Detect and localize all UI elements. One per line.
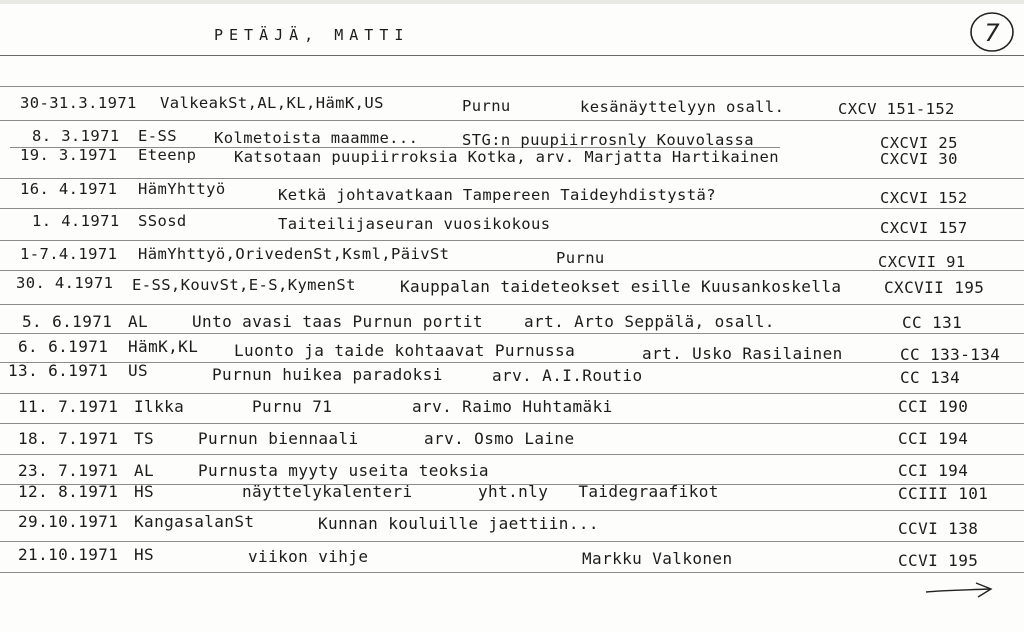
entry-ref: CXCV 151-152 xyxy=(838,100,955,118)
entry-date: 13. 6.1971 xyxy=(8,361,109,380)
ruled-line xyxy=(0,120,1024,121)
ruled-line xyxy=(0,362,1024,363)
ruled-line xyxy=(0,423,1024,424)
entry-ref: CCVI 138 xyxy=(898,519,979,538)
entry-source: HS xyxy=(134,482,155,501)
entry-date: 23. 7.1971 xyxy=(18,461,119,480)
entry-ref: CC 133-134 xyxy=(900,345,1001,364)
ruled-line xyxy=(0,304,1024,305)
entry-date: 1. 4.1971 xyxy=(32,212,120,230)
entry-source: HämYhttyö,OrivedenSt,Ksml,PäivSt xyxy=(138,245,450,263)
card-number-circle xyxy=(968,10,1016,54)
card-title: PETÄJÄ, MATTI xyxy=(214,26,410,44)
ruled-line xyxy=(0,240,1024,241)
entry-topic: Luonto ja taide kohtaavat Purnussa xyxy=(234,341,576,360)
entry-topic: näyttelykalenteri xyxy=(242,482,413,501)
entry-topic: Purnu xyxy=(556,249,605,267)
entry-ref: CC 134 xyxy=(900,368,961,387)
entry-note: arv. A.I.Routio xyxy=(492,366,643,385)
entry-ref: CCVI 195 xyxy=(898,551,979,570)
entry-source: E-SS,KouvSt,E-S,KymenSt xyxy=(132,276,356,294)
entry-topic: Purnun huikea paradoksi xyxy=(212,365,443,384)
card-top-edge xyxy=(0,0,1024,4)
ruled-line xyxy=(0,333,1024,334)
entry-note: arv. Osmo Laine xyxy=(424,429,575,448)
entry-source: ValkeakSt,AL,KL,HämK,US xyxy=(160,94,384,112)
entry-note: STG:n puupiirrosnly Kouvolassa xyxy=(462,131,754,149)
entry-topic: Taiteilijaseuran vuosikokous xyxy=(278,215,551,233)
ruled-line xyxy=(0,86,1024,87)
entry-date: 19. 3.1971 xyxy=(20,146,118,164)
entry-date: 1-7.4.1971 xyxy=(20,245,118,263)
entry-source: Ilkka xyxy=(134,397,185,416)
entry-note: yht.nly Taidegraafikot xyxy=(478,482,719,501)
entry-date: 18. 7.1971 xyxy=(18,429,119,448)
entry-note: art. Arto Seppälä, osall. xyxy=(524,312,775,331)
entry-date: 30-31.3.1971 xyxy=(20,94,137,112)
entry-ref: CXCVII 195 xyxy=(884,278,985,297)
ruled-line xyxy=(0,572,1024,573)
entry-topic: Katsotaan puupiirroksia Kotka, arv. Marjatta Hartikainen xyxy=(234,148,779,166)
entry-ref: CXCVI 25 xyxy=(880,134,958,152)
entry-topic: Kolmetoista maamme... xyxy=(214,129,419,147)
entry-date: 16. 4.1971 xyxy=(20,180,118,198)
entry-source: US xyxy=(128,361,149,380)
entry-date: 30. 4.1971 xyxy=(16,274,114,292)
ruled-line xyxy=(0,393,1024,394)
entry-note: Markku Valkonen xyxy=(582,549,733,568)
entry-source: AL xyxy=(134,461,155,480)
entry-source: AL xyxy=(128,312,149,331)
entry-source: Eteenp xyxy=(138,146,197,164)
entry-ref: CXCVII 91 xyxy=(878,253,966,271)
entry-ref: CC 131 xyxy=(902,313,963,332)
entry-note: art. Usko Rasilainen xyxy=(642,344,843,363)
ruled-line xyxy=(0,178,1024,179)
ruled-line xyxy=(0,55,1024,56)
entry-source: HämK,KL xyxy=(128,337,199,356)
entry-date: 29.10.1971 xyxy=(18,512,119,531)
ruled-line xyxy=(0,454,1024,455)
entry-ref: CCIII 101 xyxy=(898,484,989,503)
entry-note: arv. Raimo Huhtamäki xyxy=(412,397,613,416)
entry-ref: CCI 194 xyxy=(898,429,969,448)
entry-topic: Purnu xyxy=(462,97,511,115)
arrow-right-icon xyxy=(924,580,994,600)
ruled-line xyxy=(0,270,1024,271)
entry-source: SSosd xyxy=(138,212,187,230)
entry-ref: CXCVI 30 xyxy=(880,150,958,168)
entry-source: HämYhttyö xyxy=(138,180,226,198)
entry-ref: CXCVI 152 xyxy=(880,189,968,207)
entry-date: 21.10.1971 xyxy=(18,545,119,564)
entry-topic: Unto avasi taas Purnun portit xyxy=(192,312,483,331)
entry-note: kesänäyttelyyn osall. xyxy=(580,98,785,116)
entry-date: 12. 8.1971 xyxy=(18,482,119,501)
entry-date: 5. 6.1971 xyxy=(22,312,113,331)
card-number: 7 xyxy=(984,19,1000,47)
entry-source: E-SS xyxy=(138,127,177,145)
entry-topic: Kunnan kouluille jaettiin... xyxy=(318,514,599,533)
entry-topic: Purnusta myyty useita teoksia xyxy=(198,461,489,480)
entry-topic: Purnu 71 xyxy=(252,397,333,416)
entry-topic: Ketkä johtavatkaan Tampereen Taideyhdistystä? xyxy=(278,186,716,204)
entry-date: 8. 3.1971 xyxy=(32,127,120,145)
entry-topic: viikon vihje xyxy=(248,547,369,566)
entry-ref: CCI 190 xyxy=(898,397,969,416)
entry-topic: Kauppalan taideteokset esille Kuusankoskella xyxy=(400,277,842,296)
entry-date: 6. 6.1971 xyxy=(18,337,109,356)
ruled-line xyxy=(0,208,1024,209)
ruled-line xyxy=(0,541,1024,542)
entry-source: KangasalanSt xyxy=(134,512,255,531)
entry-ref: CCI 194 xyxy=(898,461,969,480)
entry-date: 11. 7.1971 xyxy=(18,397,119,416)
entry-source: TS xyxy=(134,429,155,448)
entry-source: HS xyxy=(134,545,155,564)
ruled-line xyxy=(0,510,1024,511)
entry-topic: Purnun biennaali xyxy=(198,429,359,448)
entry-ref: CXCVI 157 xyxy=(880,219,968,237)
